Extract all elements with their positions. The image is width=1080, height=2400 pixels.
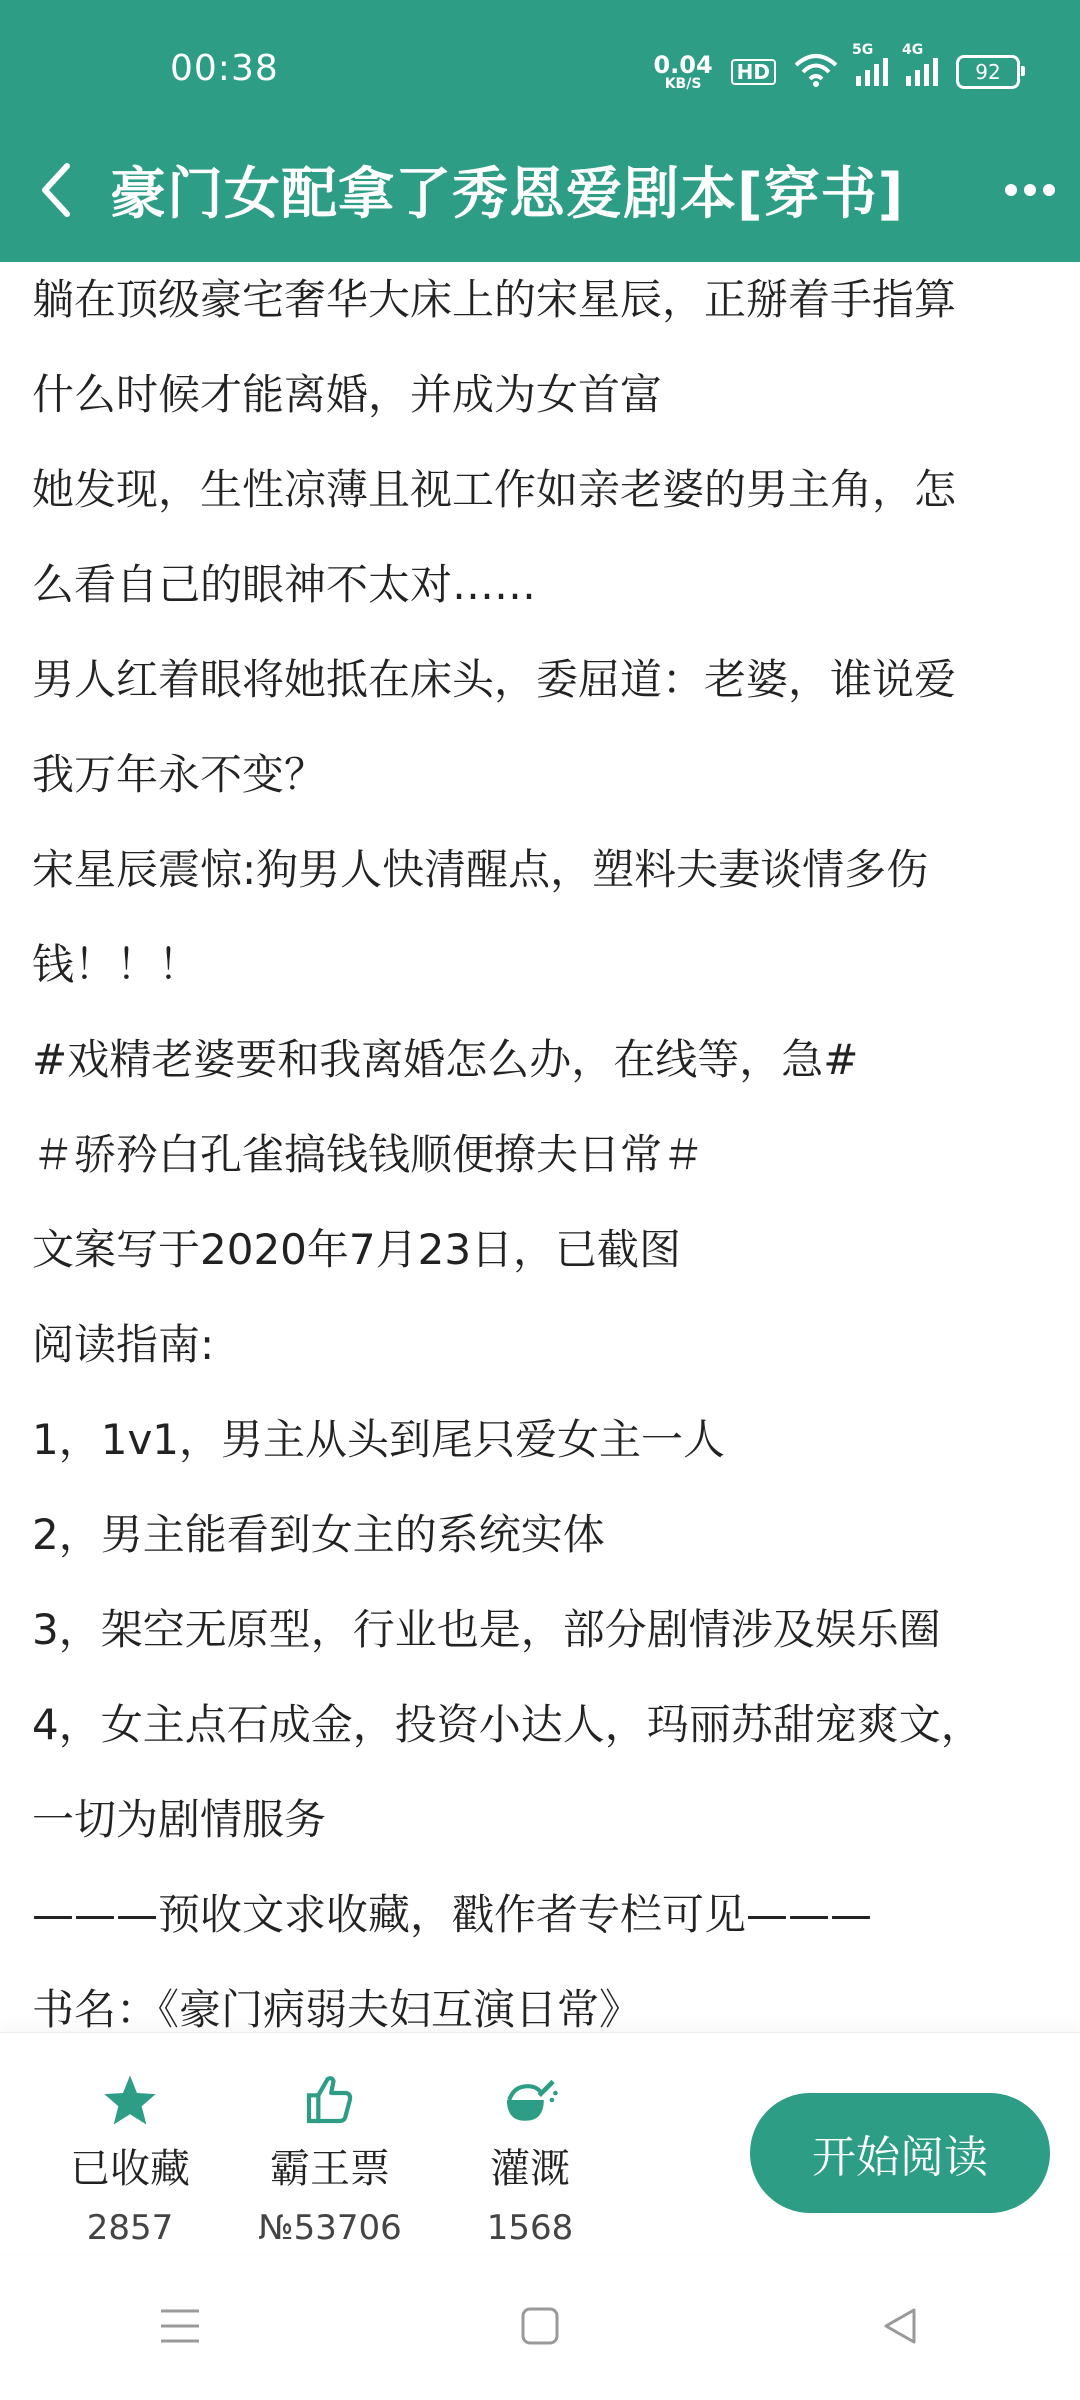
app-top-bar (0, 0, 1080, 262)
synopsis-line: ———预收文求收藏，戳作者专栏可见——— (32, 1890, 873, 1939)
bottom-action-bar (0, 2032, 1080, 2253)
water-label: 灌溉 (490, 2146, 570, 2192)
vote-rank: №53706 (258, 2208, 402, 2248)
synopsis-line: 钱！！！ (32, 940, 201, 989)
synopsis-text[interactable] (32, 252, 1052, 2032)
network-speed-value: 0.04 (653, 51, 713, 79)
water-action[interactable] (430, 2069, 630, 2248)
synopsis-line: 宋星辰震惊:狗男人快清醒点，塑料夫妻谈情多伤 (32, 845, 929, 894)
water-count: 1568 (486, 2208, 574, 2248)
synopsis-line: 什么时候才能离婚，并成为女首富 (32, 370, 663, 419)
synopsis-line: 阅读指南: (32, 1320, 215, 1369)
synopsis-line: ＃骄矜白孔雀搞钱钱顺便撩夫日常＃ (32, 1130, 705, 1179)
collect-label: 已收藏 (70, 2146, 190, 2192)
status-time: 00:38 (170, 48, 279, 89)
synopsis-line: 她发现，生性凉薄且视工作如亲老婆的男主角，怎 (32, 465, 957, 514)
more-button[interactable] (980, 140, 1080, 240)
synopsis-line: 一切为剧情服务 (32, 1795, 327, 1844)
star-icon (102, 2073, 158, 2127)
thumbs-up-icon (302, 2072, 358, 2128)
nav-home-button[interactable] (500, 2286, 580, 2366)
battery-level: 92 (975, 60, 1001, 84)
synopsis-line: 躺在顶级豪宅奢华大床上的宋星辰，正掰着手指算 (32, 275, 957, 324)
nav-back-button[interactable] (860, 2286, 940, 2366)
page-title: 豪门女配拿了秀恩爱剧本[穿书] (110, 162, 905, 227)
wifi-icon (794, 53, 838, 91)
nav-header (0, 140, 1080, 240)
collect-action[interactable] (30, 2069, 230, 2248)
system-nav-bar (0, 2252, 1080, 2400)
synopsis-line: 2，男主能看到女主的系统实体 (32, 1510, 605, 1559)
network-speed-unit: KB/S (664, 76, 702, 92)
vote-label: 霸王票 (270, 2146, 390, 2192)
synopsis-line: 男人红着眼将她抵在床头，委屈道：老婆，谁说爱 (32, 655, 957, 704)
hd-icon: HD (731, 59, 776, 85)
signal-4g-label: 4G (902, 42, 924, 58)
battery-icon (956, 55, 1020, 89)
home-square-icon (520, 2306, 560, 2346)
back-triangle-icon (880, 2306, 920, 2346)
synopsis-line: 我万年永不变？ (32, 750, 327, 799)
nav-menu-button[interactable] (140, 2286, 220, 2366)
synopsis-line: 文案写于2020年7月23日，已截图 (32, 1225, 682, 1274)
chevron-left-icon (35, 160, 75, 220)
synopsis-line: 1，1v1，男主从头到尾只爱女主一人 (32, 1415, 726, 1464)
vote-action[interactable] (230, 2069, 430, 2248)
start-reading-button[interactable]: 开始阅读 (750, 2093, 1050, 2213)
synopsis-line: #戏精老婆要和我离婚怎么办，在线等，急# (32, 1035, 859, 1084)
synopsis-line: 书名：《豪门病弱夫妇互演日常》 (32, 1985, 642, 2032)
more-dots-icon (1004, 183, 1056, 197)
synopsis-line: 3，架空无原型，行业也是，部分剧情涉及娱乐圈 (32, 1605, 941, 1654)
network-speed (653, 53, 712, 91)
watering-can-icon (500, 2072, 560, 2128)
back-button[interactable] (0, 140, 110, 240)
signal-5g-label: 5G (852, 42, 874, 58)
signal-5g-icon (852, 42, 888, 86)
synopsis-line: 4，女主点石成金，投资小达人，玛丽苏甜宠爽文， (32, 1700, 983, 1749)
synopsis-line: 么看自己的眼神不太对…… (32, 560, 537, 609)
menu-icon (159, 2307, 201, 2345)
signal-4g-icon (902, 42, 938, 86)
status-icons (653, 42, 1020, 96)
collect-count: 2857 (86, 2208, 174, 2248)
